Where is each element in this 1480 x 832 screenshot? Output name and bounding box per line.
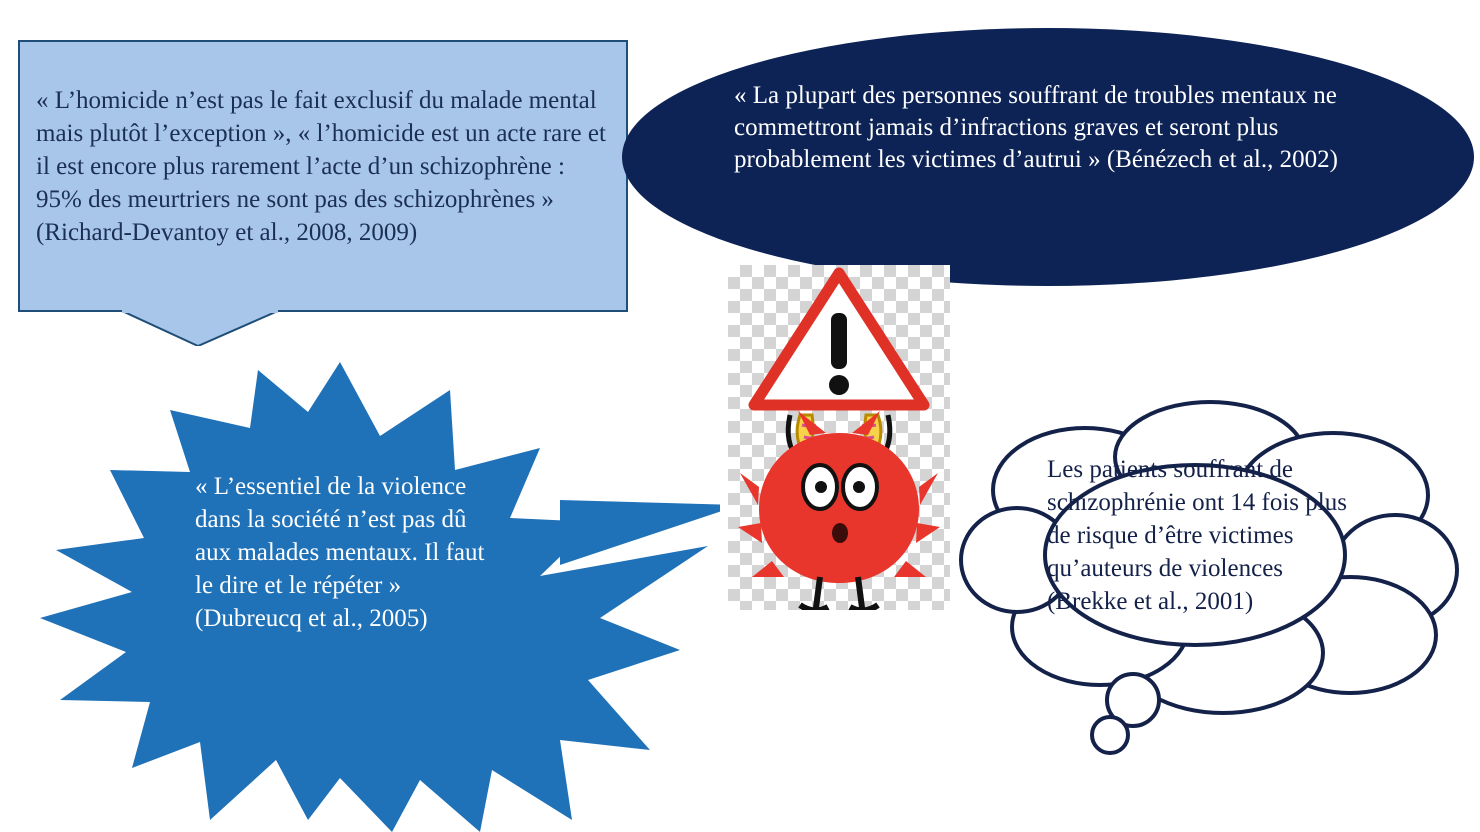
- star-quote-text: « L’essentiel de la violence dans la société n’est pas dû aux malades mentaux. Il faut le dire et le répéter » (Dubreucq et al., 2005): [195, 473, 485, 632]
- star-quote-callout: [40, 350, 720, 832]
- rectangle-quote-callout: [18, 40, 628, 312]
- rectangle-callout-tail: [120, 310, 280, 346]
- red-monster-holding-warning-sign-icon: [728, 265, 950, 610]
- rectangle-quote-text: « L’homicide n’est pas le fait exclusif du malade mental mais plutôt l’exception », « l’homicide est un acte rare et il est encore plus rarement l’acte d’un schizophrène : 95% des meurtriers ne sont pas des schizophrènes » (Richard-Devantoy et al., 2008, 2009): [36, 87, 606, 246]
- ellipse-quote-callout: [622, 28, 1474, 286]
- ellipse-quote-text: « La plupart des personnes souffrant de troubles mentaux ne commettront jamais d’infractions graves et seront plus probablement les victimes d’autrui » (Bénézech et al., 2002): [734, 82, 1338, 173]
- cloud-quote-callout: [955, 395, 1465, 770]
- cloud-quote-text: Les patients souffrant de schizophrénie ont 14 fois plus de risque d’être victimes qu’auteurs de violences (Brekke et al., 2001): [1047, 456, 1347, 615]
